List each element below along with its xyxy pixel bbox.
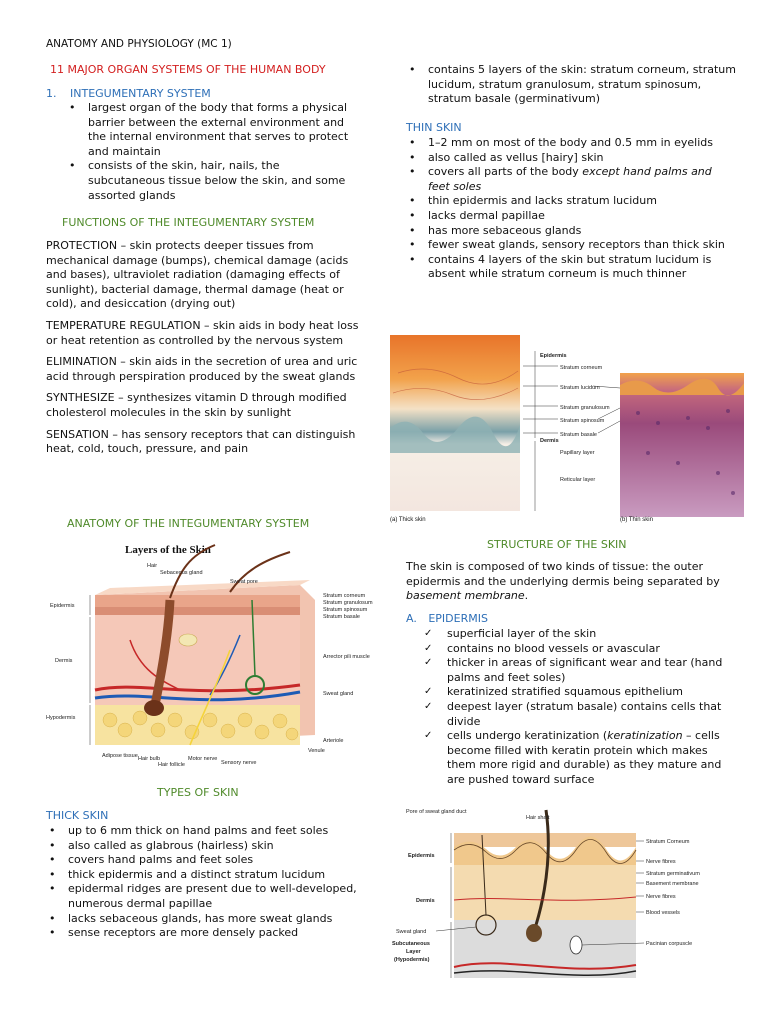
label-sweat-pore: Sweat pore (230, 579, 258, 585)
list-item: • 1–2 mm on most of the body and 0.5 mm in eyelids (406, 136, 726, 151)
cross-blood: Blood vessels (646, 910, 680, 916)
thin-bullet-list (406, 136, 726, 282)
cross-nerve-1: Nerve fibres (646, 859, 676, 865)
micro-granulosum: Stratum granulosum (560, 405, 610, 411)
label-basale: Stratum basale (323, 614, 360, 620)
label-arteriole: Arteriole (323, 738, 344, 744)
caption-thick: (a) Thick skin (390, 517, 426, 523)
micro-papillary: Papillary layer (560, 450, 595, 456)
micro-reticular: Reticular layer (560, 477, 596, 483)
list-item: • also called as vellus [hairy] skin (406, 151, 726, 166)
label-hair-bulb: Hair bulb (138, 756, 161, 762)
function-synthesize: SYNTHESIZE – synthesizes vitamin D through modified cholesterol molecules in the skin by sunlight (46, 391, 347, 419)
micro-corneum: Stratum corneum (560, 365, 603, 371)
layers-of-skin-diagram (40, 540, 373, 778)
function-temperature: TEMPERATURE REGULATION – skin aids in body heat loss or heat retention as controlled by the nervous system (46, 318, 359, 347)
types-heading: TYPES OF SKIN (157, 786, 239, 799)
label-hair-follicle: Hair follicle (158, 762, 185, 768)
label-epidermis: Epidermis (50, 603, 75, 609)
document-title: ANATOMY AND PHYSIOLOGY (MC 1) (46, 38, 232, 50)
epidermis-check-list (420, 627, 730, 788)
cross-nerve-2: Nerve fibres (646, 894, 676, 900)
integ-heading-row (46, 87, 211, 102)
list-item: • up to 6 mm thick on hand palms and feet soles (46, 824, 364, 839)
list-item: • covers hand palms and feet soles (46, 853, 364, 868)
label-sebaceous: Sebaceous gland (160, 570, 203, 576)
cross-subq-1: Subcutaneous (392, 941, 430, 947)
cross-hair-shaft: Hair shaft (526, 815, 550, 821)
label-spinosum: Stratum spinosum (323, 607, 368, 613)
label-venule: Venule (308, 748, 325, 754)
micro-dermis: Dermis (540, 438, 559, 444)
integ-heading: INTEGUMENTARY SYSTEM (70, 87, 211, 100)
top-bullet-list (406, 63, 736, 107)
label-dermis: Dermis (55, 658, 73, 664)
cross-pacinian: Pacinian corpuscle (646, 941, 693, 947)
list-item: ✓ deepest layer (stratum basale) contains cells that divide (420, 700, 730, 729)
layers-title: Layers of the Skin (125, 544, 211, 556)
label-hair: Hair (147, 563, 158, 569)
cross-epidermis: Epidermis (408, 853, 435, 859)
list-item: • epidermal ridges are present due to well-developed, numerous dermal papillae (46, 882, 364, 911)
list-item: • fewer sweat glands, sensory receptors than thick skin (406, 238, 726, 253)
micro-spinosum: Stratum spinosum (560, 418, 605, 424)
epidermis-letter: A. (406, 612, 417, 625)
micro-epidermis: Epidermis (540, 353, 567, 359)
list-item: • contains 5 layers of the skin: stratum corneum, stratum lucidum, stratum granulosum, stratum spinosum, stratum basale (germinativum) (406, 63, 736, 107)
list-item: • has more sebaceous glands (406, 224, 726, 239)
list-item: • thin epidermis and lacks stratum lucidum (406, 194, 726, 209)
function-sensation: SENSATION – has sensory receptors that can distinguish heat, cold, touch, pressure, and pain (46, 427, 356, 456)
list-item: • consists of the skin, hair, nails, the subcutaneous tissue below the skin, and some assorted glands (66, 159, 356, 203)
list-item: • contains 4 layers of the skin but stratum lucidum is absent while stratum corneum is much thinner (406, 253, 726, 282)
cross-subq-2: Layer (406, 949, 421, 955)
major-heading: 11 MAJOR ORGAN SYSTEMS OF THE HUMAN BODY (50, 63, 326, 76)
cross-sweat: Sweat gland (396, 929, 427, 935)
cross-section-diagram (386, 805, 746, 985)
micrograph-figure (388, 333, 748, 526)
epidermis-heading-row (406, 612, 488, 627)
cross-section-figure (386, 805, 746, 985)
epidermis-heading: EPIDERMIS (428, 612, 488, 625)
function-elimination: ELIMINATION – skin aids in the secretion of urea and uric acid through perspiration produced by the sweat glands (46, 355, 358, 383)
integ-number: 1. (46, 87, 57, 100)
list-item: • also called as glabrous (hairless) skin (46, 839, 364, 854)
caption-thin: (b) Thin skin (620, 517, 653, 523)
list-item: • lacks dermal papillae (406, 209, 726, 224)
list-item: ✓ cells undergo keratinization (keratinization – cells become filled with keratin protein which makes them more rigid and durable) as they mature and are pushed toward surface (420, 729, 730, 787)
label-sweat-gland: Sweat gland (323, 691, 354, 697)
functions-heading: FUNCTIONS OF THE INTEGUMENTARY SYSTEM (62, 216, 315, 229)
list-item: • covers all parts of the body except hand palms and feet soles (406, 165, 726, 194)
structure-paragraph: The skin is composed of two kinds of tissue: the outer epidermis and the underlying dermis being separated by basement membrane. (406, 560, 720, 603)
integ-bullet-list (66, 101, 356, 203)
micro-lucidum: Stratum lucidum (560, 385, 600, 391)
cross-subq-3: (Hypodermis) (394, 957, 430, 963)
micrograph-diagram (388, 333, 748, 526)
list-item: ✓ superficial layer of the skin (420, 627, 730, 642)
list-item: ✓ keratinized stratified squamous epithelium (420, 685, 730, 700)
label-sensory-nerve: Sensory nerve (221, 760, 257, 766)
structure-heading: STRUCTURE OF THE SKIN (487, 538, 627, 551)
cross-pore: Pore of sweat gland duct (406, 809, 467, 815)
list-item: • sense receptors are more densely packed (46, 926, 364, 941)
list-item: ✓ thicker in areas of significant wear and tear (hand palms and feet soles) (420, 656, 730, 685)
label-hypodermis: Hypodermis (46, 715, 76, 721)
label-corneum: Stratum corneum (323, 593, 366, 599)
anatomy-heading: ANATOMY OF THE INTEGUMENTARY SYSTEM (67, 517, 310, 530)
thick-heading: THICK SKIN (46, 809, 109, 822)
label-motor-nerve: Motor nerve (188, 756, 218, 762)
functions-list (46, 239, 362, 457)
label-granulosum: Stratum granulosum (323, 600, 373, 606)
label-adipose: Adipose tissue (102, 753, 138, 759)
list-item: • thick epidermis and a distinct stratum lucidum (46, 868, 364, 883)
cross-germinativum: Stratum germinativum (646, 871, 700, 877)
thin-heading: THIN SKIN (406, 121, 462, 134)
micro-basale: Stratum basale (560, 432, 597, 438)
cross-dermis: Dermis (416, 898, 435, 904)
label-arrector: Arrector pili muscle (323, 654, 370, 660)
list-item: ✓ contains no blood vessels or avascular (420, 642, 730, 657)
function-protection: PROTECTION – skin protects deeper tissues from mechanical damage (bumps), chemical damage (acids and bases), ultraviolet radiation (damaging effects of sunlight), bacterial damage, thermal damage (heat or cold), and desiccation (drying out) (46, 239, 349, 311)
thick-bullet-list (46, 824, 364, 941)
cross-corneum: Stratum Corneum (646, 839, 690, 845)
list-item: • lacks sebaceous glands, has more sweat glands (46, 912, 364, 927)
layers-of-skin-figure (40, 540, 373, 778)
cross-basement: Basement membrane (646, 881, 699, 887)
list-item: • largest organ of the body that forms a physical barrier between the external environment and the internal environment that serves to protect and maintain (66, 101, 356, 159)
